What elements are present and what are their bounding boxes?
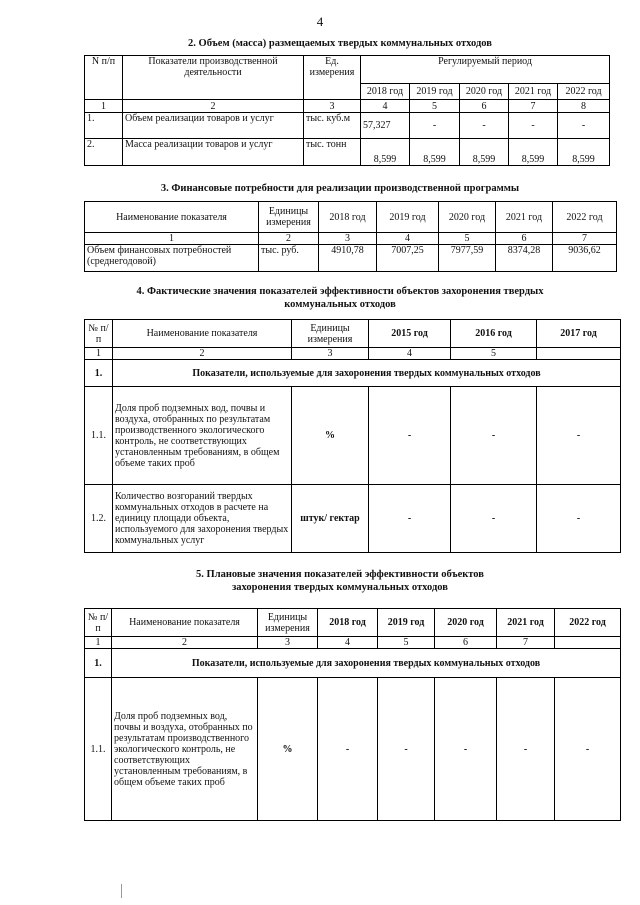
col-header-year: 2018 год: [318, 609, 378, 637]
row-name: Объем финансовых потребностей (среднегодовой): [85, 245, 259, 272]
col-header-year: 2020 год: [439, 202, 496, 233]
row-num: 1.: [85, 113, 123, 139]
col-header-indicator: Наименование показателя: [112, 609, 258, 637]
group-num: 1.: [85, 360, 113, 387]
col-number: 3: [292, 348, 369, 360]
col-number: 5: [410, 100, 460, 113]
row-value: -: [497, 678, 555, 821]
col-header-year: 2021 год: [496, 202, 553, 233]
table-row: [85, 245, 617, 272]
col-header-indicator: Наименование показателя: [113, 320, 292, 348]
row-num: 2.: [85, 139, 123, 166]
row-value: -: [410, 113, 460, 139]
row-value: 9036,62: [553, 245, 617, 272]
group-row: [85, 649, 621, 678]
col-header-year: 2018 год: [361, 84, 410, 100]
row-unit: %: [258, 678, 318, 821]
col-number: 5: [378, 637, 435, 649]
group-num: 1.: [85, 649, 112, 678]
col-number: 1: [85, 348, 113, 360]
row-value: 8,599: [410, 139, 460, 166]
row-value: -: [558, 113, 610, 139]
row-num: 1.1.: [85, 678, 112, 821]
col-number: 8: [558, 100, 610, 113]
col-number: 1: [85, 233, 259, 245]
col-header-indicator: Наименование показателя: [85, 202, 259, 233]
col-number: 4: [318, 637, 378, 649]
col-number: 2: [113, 348, 292, 360]
row-value: -: [318, 678, 378, 821]
row-num: 1.2.: [85, 485, 113, 553]
col-number: 2: [123, 100, 304, 113]
col-number: 4: [377, 233, 439, 245]
row-value: -: [460, 113, 509, 139]
row-value: 8,599: [460, 139, 509, 166]
scan-mark: [121, 884, 122, 898]
col-header-year: 2019 год: [377, 202, 439, 233]
row-value: -: [369, 485, 451, 553]
col-header-num: № п/п: [85, 320, 113, 348]
row-value: 8,599: [361, 139, 410, 166]
section3-table: [84, 201, 617, 272]
section4-table: [84, 319, 621, 553]
col-header-unit: Единицы измерения: [259, 202, 319, 233]
group-label: Показатели, используемые для захоронения твердых коммунальных отходов: [113, 360, 621, 387]
col-header-year: 2019 год: [410, 84, 460, 100]
col-number: 2: [259, 233, 319, 245]
section4-title-line2: коммунальных отходов: [284, 299, 396, 310]
col-header-year: 2017 год: [537, 320, 621, 348]
col-header-unit: Единицы измерения: [258, 609, 318, 637]
row-value: 7977,59: [439, 245, 496, 272]
page-number: 4: [316, 14, 324, 29]
col-number: 3: [258, 637, 318, 649]
row-value: -: [555, 678, 621, 821]
section4-title: 4. Фактические значения показателей эффективности объектов захоронения твердых: [136, 286, 544, 297]
col-number: 7: [497, 637, 555, 649]
col-header-unit: Ед. измерения: [304, 56, 361, 100]
row-value: -: [451, 387, 537, 485]
row-name: Объем реализации товаров и услуг: [123, 113, 304, 139]
col-header-year: 2022 год: [555, 609, 621, 637]
row-value: -: [435, 678, 497, 821]
col-header-year: 2020 год: [435, 609, 497, 637]
section3-title: 3. Финансовые потребности для реализации производственной программы: [160, 183, 520, 194]
row-value: -: [537, 485, 621, 553]
row-name: Масса реализации товаров и услуг: [123, 139, 304, 166]
col-number: 1: [85, 637, 112, 649]
row-value: 8,599: [509, 139, 558, 166]
row-value: -: [537, 387, 621, 485]
col-header-unit: Единицы измерения: [292, 320, 369, 348]
col-number: 7: [509, 100, 558, 113]
row-num: 1.1.: [85, 387, 113, 485]
col-number: 4: [369, 348, 451, 360]
column-number-row: [85, 100, 610, 113]
row-value: 57,327: [361, 113, 410, 139]
section5-title-line2: захоронения твердых коммунальных отходов: [232, 582, 448, 593]
row-unit: тыс. куб.м: [304, 113, 361, 139]
group-label: Показатели, используемые для захоронения твердых коммунальных отходов: [112, 649, 621, 678]
col-number: 7: [553, 233, 617, 245]
col-number: 5: [451, 348, 537, 360]
col-number: 3: [319, 233, 377, 245]
col-header-year: 2021 год: [497, 609, 555, 637]
section5-table: [84, 608, 621, 821]
col-number: 6: [496, 233, 553, 245]
col-header-num: N п/п: [85, 56, 123, 100]
column-number-row: [85, 348, 621, 360]
row-unit: тыс. тонн: [304, 139, 361, 166]
table-row: [85, 113, 610, 139]
row-unit: штук/ гектар: [292, 485, 369, 553]
group-row: [85, 360, 621, 387]
row-value: 8,599: [558, 139, 610, 166]
col-number: 3: [304, 100, 361, 113]
section5-title: 5. Плановые значения показателей эффективности объектов: [196, 569, 484, 580]
row-value: -: [451, 485, 537, 553]
row-value: 7007,25: [377, 245, 439, 272]
row-unit: %: [292, 387, 369, 485]
col-header-year: 2022 год: [553, 202, 617, 233]
row-name: Доля проб подземных вод, почвы и воздуха, отобранных по результатам производственного экологического контроль, не соответствующих установленным требованиям, в общем объеме таких проб: [112, 678, 258, 821]
col-header-year: 2016 год: [451, 320, 537, 348]
col-header-year: 2019 год: [378, 609, 435, 637]
row-value: -: [378, 678, 435, 821]
col-header-year: 2020 год: [460, 84, 509, 100]
col-number: 4: [361, 100, 410, 113]
section2-table: [84, 55, 610, 166]
table-row: [85, 387, 621, 485]
section2-title: 2. Объем (масса) размещаемых твердых коммунальных отходов: [188, 38, 492, 49]
row-value: -: [369, 387, 451, 485]
row-value: 4910,78: [319, 245, 377, 272]
row-value: 8374,28: [496, 245, 553, 272]
col-header-year: 2018 год: [319, 202, 377, 233]
col-number: 6: [435, 637, 497, 649]
col-header-period: Регулируемый период: [361, 56, 610, 84]
row-value: -: [509, 113, 558, 139]
table-row: [85, 139, 610, 166]
column-number-row: [85, 233, 617, 245]
col-number: 5: [439, 233, 496, 245]
column-number-row: [85, 637, 621, 649]
col-header-num: № п/п: [85, 609, 112, 637]
col-header-year: 2015 год: [369, 320, 451, 348]
col-header-indicator: Показатели производственной деятельности: [123, 56, 304, 100]
row-unit: тыс. руб.: [259, 245, 319, 272]
col-number: 1: [85, 100, 123, 113]
col-number: 6: [460, 100, 509, 113]
table-row: [85, 678, 621, 821]
col-header-year: 2022 год: [558, 84, 610, 100]
row-name: Количество возгораний твердых коммунальных отходов в расчете на единицу площади объекта, используемого для захоронения твердых коммунальных услуг: [113, 485, 292, 553]
col-number: 2: [112, 637, 258, 649]
row-name: Доля проб подземных вод, почвы и воздуха, отобранных по результатам производственного экологического контроль, не соответствующих установленным требованиям, в общем объеме таких проб: [113, 387, 292, 485]
col-header-year: 2021 год: [509, 84, 558, 100]
table-row: [85, 485, 621, 553]
